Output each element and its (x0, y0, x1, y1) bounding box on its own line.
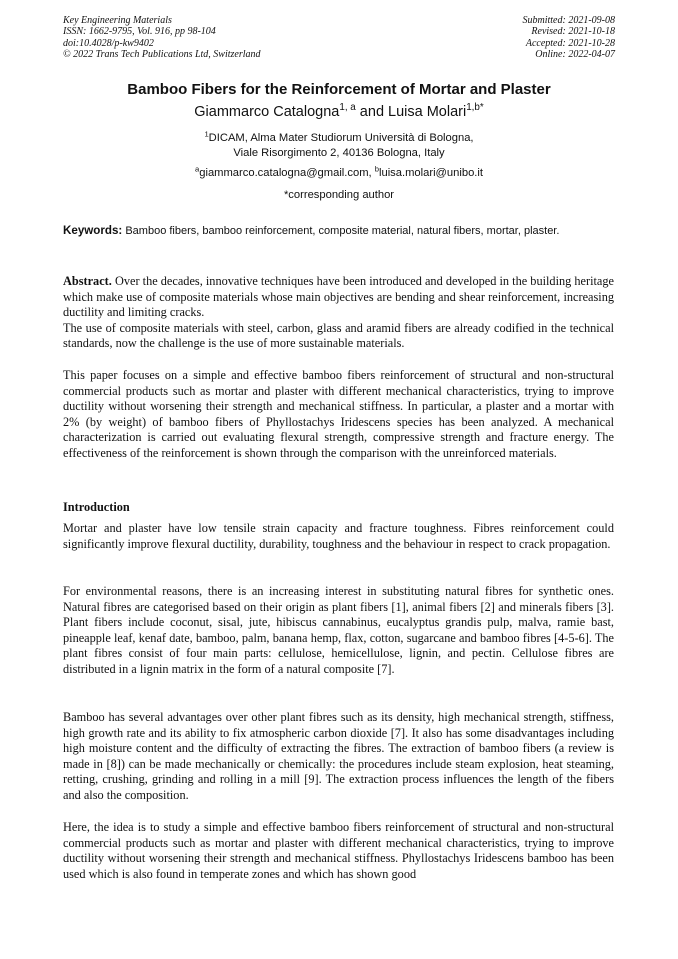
accepted-date: Accepted: 2021-10-28 (525, 37, 615, 49)
journal-copyright: © 2022 Trans Tech Publications Ltd, Switzerland (63, 48, 261, 60)
author-conjunction: and (355, 104, 389, 120)
abstract-text-3: This paper focuses on a simple and effective bamboo fibers reinforcement of structural and non-structural commercial products such as mortar and plaster with different mechanical characteristics, trying to improve ductility without worsening their strength and mechanical stiffness. In particular, a plaster and a mortar with 2% (by weight) of bamboo fibers of Phyllostachys Iridescens species has been analyzed. A mechanical characterization is carried out evaluating flexural strength, compressive strength and fracture energy. The effectiveness of the reinforcement is shown through the comparison with the unreinforced materials. (63, 368, 614, 460)
keywords-label: Keywords: (63, 224, 123, 237)
intro-paragraph-2: For environmental reasons, there is an increasing interest in substituting natural fibres for synthetic ones. Natural fibres are categorised based on their origin as plant fibers [1], animal fibers [2] and minerals fibers [3]. Plant fibers include coconut, sisal, jute, hibiscus cannabinus, eucalyptus grandis pulp, malva, ramie bast, pineapple leaf, kenaf date, bamboo, palm, banana hemp, flax, cotton, sugarcane and bamboo fibres [4-5-6]. The plant fibres consist of four main parts: cellulose, hemicellulose, lignin, and pectin. Cellulose fibres are distributed in a lignin matrix in the form of a natural composite [7]. (63, 584, 614, 676)
intro-paragraph-4: Here, the idea is to study a simple and effective bamboo fibers reinforcement of structural and non-structural commercial products such as mortar and plaster with different mechanical characteristics, trying to improve ductility without worsening their strength and mechanical stiffness. Phyllostachys Iridescens bamboo has been used which is also found in temperate zones and which has shown good (63, 820, 614, 881)
affiliation-mark: 1 (204, 129, 209, 139)
affiliation (0, 131, 678, 161)
keywords-text: Bamboo fibers, bamboo reinforcement, composite material, natural fibers, mortar, plaster. (122, 225, 560, 237)
affiliation-line-1: DICAM, Alma Mater Studiorum Università di Bologna, (208, 132, 474, 144)
intro-paragraph-3: Bamboo has several advantages over other plant fibres such as its density, high mechanical strength, stiffness, high growth rate and its ability to fix atmospheric carbon dioxide [7]. It also has some disadvantages including high moisture content and the difficulty of extracting the fibres. The extraction of bamboo fibers (a review is made in [8]) can be made mechanically or chemically: the procedures include steam explosion, heat steaming, retting, crushing, grinding and rolling in a mill [9]. The extraction process influences the length of the fibers and also the composition. (63, 710, 614, 802)
journal-info (63, 15, 261, 60)
introduction-heading: Introduction (63, 500, 130, 514)
affiliation-line-2: Viale Risorgimento 2, 40136 Bologna, Italy (233, 147, 445, 159)
journal-issn: ISSN: 1662-9795, Vol. 916, pp 98-104 (63, 26, 216, 38)
email-a[interactable]: giammarco.catalogna@gmail.com, (199, 167, 375, 179)
abstract-text-2: The use of composite materials with steel, carbon, glass and aramid fibers are already codified in the technical standards, now the challenge is the use of more sustainable materials. (63, 320, 614, 351)
corresponding-note: *corresponding author (283, 189, 395, 201)
author-2-affil: 1,b* (466, 102, 484, 114)
abstract-label: Abstract. (63, 274, 112, 288)
intro-paragraph-1: Mortar and plaster have low tensile strain capacity and fracture toughness. Fibres reinforcement could significantly improve flexural ductility, durability, toughness and the behaviour in respect to crack propagation. (63, 521, 614, 551)
publication-dates (523, 15, 616, 60)
author-2: Luisa Molari (388, 104, 467, 120)
author-line (0, 104, 678, 120)
paper-title: Bamboo Fibers for the Reinforcement of Mortar and Plaster (127, 81, 551, 98)
email-b[interactable]: luisa.molari@unibo.it (378, 167, 483, 179)
keywords (63, 223, 613, 239)
revised-date: Revised: 2021-10-18 (531, 26, 615, 38)
journal-doi: doi:10.4028/p-kw9402 (63, 37, 154, 49)
submitted-date: Submitted: 2021-09-08 (522, 15, 615, 26)
author-1: Giammarco Catalogna (194, 104, 340, 120)
author-emails (0, 164, 678, 179)
abstract-block (63, 274, 614, 352)
email-a-mark: a (195, 164, 200, 174)
abstract-text-1: Over the decades, innovative techniques have been introduced and developed in the building heritage which make use of composite materials whose main objectives are bending and shear reinforcement, increasing ductility and limiting cracks. (63, 274, 614, 320)
online-date: Online: 2022-04-07 (535, 48, 615, 60)
email-b-mark: b (374, 164, 379, 174)
author-1-affil: 1, a (339, 102, 356, 114)
journal-name: Key Engineering Materials (63, 15, 172, 26)
